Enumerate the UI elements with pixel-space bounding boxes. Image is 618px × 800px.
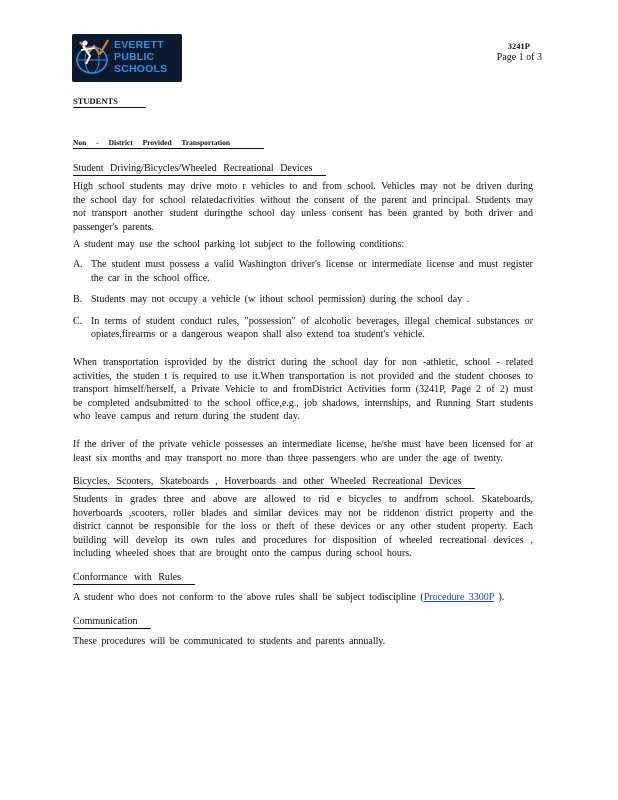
- parking-conditions-list: [73, 258, 533, 342]
- heading-driving: Student Driving/Bicycles/Wheeled Recreational Devices: [73, 162, 326, 176]
- page-indicator: Page 1 of 3: [496, 52, 542, 63]
- list-item-text: Students may not occupy a vehicle (w ithout school permission) during the school day .: [91, 294, 470, 306]
- communication-paragraph: These procedures will be communicated to students and parents annually.: [73, 635, 386, 647]
- list-item-text: In terms of student conduct rules, "possession" of alcoholic beverages, illegal chemical substances or opiates,firearms or a dangerous weapon shall also extend toa student's vehicle.: [91, 315, 533, 341]
- district-logo: [72, 34, 182, 82]
- logo-globe-icon: [72, 34, 114, 82]
- procedure-3300p-link[interactable]: Procedure 3300P: [423, 592, 494, 604]
- conformance-text: A student who does not conform to the above rules shall be subject todiscipline (: [73, 592, 424, 604]
- list-item-text: The student must possess a valid Washington driver's license or intermediate license and must register the car in the school office.: [91, 258, 533, 284]
- driving-paragraph-3: When transportation isprovided by the district during the school day for non -athletic, school - related activities, the studen t is required to use it.When transportation is not provided and the student chooses to transport himself/herself, a Private Vehicle to and fromDistrict Activities form (3241P, Page 2 of 2) must be completed andsubmitted to the school office,e.g., job shadows, internships, and Running Start students who leave campus and return during the student day.: [73, 356, 533, 423]
- heading-conformance: Conformance with Rules: [73, 571, 195, 585]
- heading-communication: Communication: [73, 615, 151, 629]
- heading-bicycles: Bicycles, Scooters, Skateboards , Hoverboards and other Wheeled Recreational Devices: [73, 475, 475, 489]
- driving-paragraph-4: If the driver of the private vehicle possesses an intermediate license, he/she must have been licensed for at least six months and may transport no more than three passengers who are under the age of twenty.: [73, 438, 533, 464]
- driving-paragraph-2: A student may use the school parking lot subject to the following conditions:: [73, 239, 405, 251]
- list-marker: A.: [73, 258, 83, 270]
- conformance-text-end: ).: [493, 592, 505, 604]
- category-label: STUDENTS: [73, 96, 146, 108]
- list-item: [73, 315, 533, 342]
- list-item: [73, 258, 533, 285]
- policy-number: 3241P: [507, 41, 530, 51]
- section-title: Non - District Provided Transportation: [73, 138, 264, 149]
- list-item: [73, 293, 533, 307]
- bicycles-paragraph: Students in grades three and above are allowed to rid e bicycles to andfrom school. Skateboards, hoverboards ,scooters, roller blades and similar devices may not be riddenon district property and the district cannot be responsible for the loss or theft of these devices or any other student property. Each building will develop its own rules and procedures for disposition of wheeled recreational devices , including wheeled shoes that are brought onto the campus during school hours.: [73, 494, 533, 560]
- list-marker: C.: [73, 315, 83, 327]
- conformance-paragraph: [73, 591, 533, 605]
- logo-text: EVERETT PUBLIC SCHOOLS: [114, 39, 168, 75]
- list-marker: B.: [73, 294, 83, 306]
- driving-paragraph-1: High school students may drive moto r vehicles to and from school. Vehicles may not be driven during the school day for school relatedactivities without the consent of the parent and principal. Students may not transport another student duringthe school day unless consent has been granted by both driver and passenger's parents.: [73, 181, 533, 233]
- document-body: [73, 162, 533, 648]
